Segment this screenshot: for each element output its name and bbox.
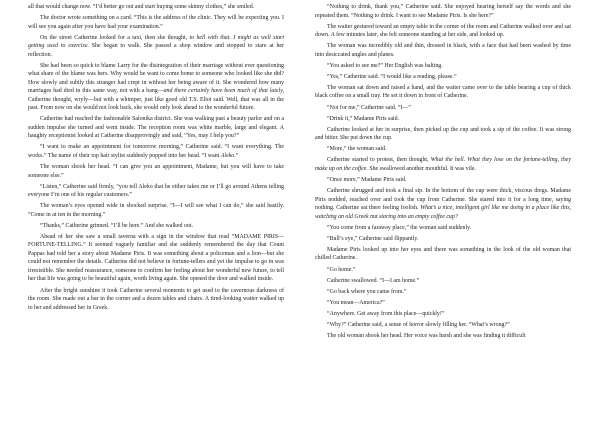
paragraph-text: “Go back where you came from.”: [327, 288, 407, 295]
italic-text: to hell with that. I might as well start getting used to exercise.: [28, 34, 284, 50]
paragraph-text: “More,” the woman said.: [327, 146, 387, 153]
right-text-column: [315, 3, 571, 343]
paragraph: [28, 34, 284, 60]
paragraph-text: She swallowed another mouthful. It was vile.: [367, 165, 476, 172]
paragraph-text: “I want to make an appointment for tomorrow morning,” Catherine said. “I want everything. The works.” The name of their top hair stylist suddenly popped into her head. “I want: [28, 144, 284, 159]
paragraph: [315, 288, 571, 297]
paragraph-text: The doctor wrote something on a card. “This is the address of the clinic. They will be expecting you. I will see you again after you have had your examination.”: [28, 15, 284, 30]
paragraph-text: “Not for me,” Catherine said. “I—”: [327, 104, 411, 111]
paragraph: [315, 299, 571, 308]
paragraph: [315, 3, 571, 20]
paragraph: [28, 287, 284, 313]
paragraph: [315, 126, 571, 143]
paragraph: [28, 14, 284, 31]
paragraph-text: “You come from a faraway place,” the woman said suddenly.: [327, 224, 472, 231]
paragraph-text: “Go home.”: [327, 266, 356, 273]
paragraph-text: “Why?” Catherine said, a sense of horror slowly filling her. “What’s wrong?”: [327, 321, 510, 328]
paragraph-text: Catherine shrugged and took a final sip. In the bottom of the cup were thick, viscous dregs. Madame Piris nodded, reached over and took the cup from Catherine. She stared into it for a long time, saying nothing. Catherine sat there feeling foolish.: [315, 188, 571, 212]
paragraph: [315, 62, 571, 71]
paragraph: [28, 115, 284, 141]
paragraph: [315, 42, 571, 59]
italic-text: and there certainly have been much of that lately,: [163, 88, 284, 95]
paragraph-text: The waiter gestured toward an empty table in the corner of the room and Catherine walked over and sat down. A few minutes later, she felt someone standing at her side, and looked up.: [315, 23, 571, 39]
left-text-column: [28, 3, 284, 315]
paragraph-text: all that would change now. “I’d better go out and start buying some skinny clothes,” she smiled.: [28, 4, 255, 10]
paragraph: [315, 176, 571, 185]
paragraph: [315, 246, 571, 263]
paragraph: [28, 183, 284, 200]
paragraph-text: “Listen,” Catherine said firmly, “you tell Aleko that he either takes me or I’ll go around Athens telling everyone I’m one of his regular customers.”: [28, 183, 284, 199]
italic-text: Aleko: [220, 152, 235, 159]
paragraph-text: The woman sat down and raised a hand, and the waiter came over to the table bearing a cup of thick black coffee on a small tray. He set it down in front of Catherine.: [315, 84, 571, 100]
paragraph: [28, 163, 284, 180]
paragraph: [315, 115, 571, 124]
paragraph: [315, 73, 571, 82]
paragraph-text: Catherine swallowed. “I—I am home.”: [327, 277, 420, 284]
paragraph: [315, 104, 571, 113]
paragraph-text: “Anywhere. Get away from this place—quickly!”: [327, 310, 445, 317]
paragraph-text: “You mean—America?”: [327, 299, 385, 306]
paragraph: [28, 143, 284, 160]
paragraph: [28, 62, 284, 113]
paragraph-text: “Bull’s eye,” Catherine said flippantly.: [327, 235, 419, 242]
paragraph: [315, 187, 571, 221]
paragraph-text: Ahead of her she saw a small taverna with a sign in the window that read “MADAME PIRIS—FORTUNE-TELLING.” It seemed vaguely familiar and she suddenly remembered the day that Count Pappas had told her a story about Madame Piris. It was something about a policeman and a lion—but she could not remember the details. Catherine did not believe in fortune-tellers and yet the impulse to go in was irresistible. She needed reassurance, someone to confirm her feeling about her wonderful new future, to tell her that life was going to be beautiful again, worth living again. She opened the door and walked inside.: [28, 233, 284, 283]
paragraph-text: “Drink it,” Madame Piris said.: [327, 115, 399, 122]
paragraph: [315, 332, 571, 341]
paragraph-text: The woman was incredibly old and thin, dressed in black, with a face that had been washed by time into desiccated angles and planes.: [315, 43, 571, 58]
paragraph-text: The woman’s eyes opened wide in shocked surprise. “I—I will see what I can do,” she said hastily. “Come in at ten in the morning.”: [28, 203, 284, 218]
paragraph: [315, 266, 571, 275]
paragraph-text: Catherine thought, wryly—but with a whimper, just like good old T.S. Eliot said. Well, that was all in the past. From now on she would not look back, she would only look ahead to the wonderful future.: [28, 96, 284, 112]
paragraph-text: The woman shook her head. “I can give you an appointment, Madame, but you will have to take someone else.”: [28, 164, 284, 179]
paragraph-text: Catherine had reached the fashionable Salonika district. She was walking past a beauty parlor and on a sudden impulse she turned and went inside. The reception room was white marble, large and elegant. A haughty receptionist looked at Catherine disapprovingly and said, “Yes, may I help you?”: [28, 116, 284, 140]
italic-text: What the hell. What they lose on the fortune-telling, they make up on the coffee.: [315, 157, 571, 172]
paragraph-text: She began to walk. She passed a shop window and stopped to stare at her reflection.: [28, 43, 284, 58]
paragraph-text: “Once more,” Madame Piris said.: [327, 177, 407, 184]
paragraph-text: The old woman shook her head. Her voice was harsh and she was finding it difficult: [327, 333, 526, 340]
paragraph: [315, 277, 571, 286]
paragraph: [28, 202, 284, 219]
paragraph: [315, 84, 571, 101]
paragraph-text: After the bright sunshine it took Catherine several moments to get used to the cavernous darkness of the room. She made out a bar in the corner and a dozen tables and chairs. A tired-looking waiter walked up to her and addressed her in Greek.: [28, 287, 284, 311]
paragraph-text: “Nothing to drink, thank you,” Catherine said. She enjoyed hearing herself say the words and she repeated them. “Nothing to drink. I want to see Madame Piris. Is she here?”: [315, 4, 571, 19]
paragraph: [315, 145, 571, 154]
italic-text: What’s a nice, intelligent girl like me doing in a place like this, watching an old Greek nut staring into an empty coffee cup?: [315, 205, 571, 220]
paragraph-text: “Thanks,” Catherine grinned. “I’ll be here.” And she walked out.: [40, 222, 193, 229]
paragraph: [28, 3, 284, 12]
paragraph: [315, 156, 571, 173]
paragraph: [315, 310, 571, 319]
paragraph-text: She had been so quick to blame Larry for the disintegration of their marriage without ever questioning what share of the blame was hers. Why would he want to come home to someone who looked like she did? How slowly and subtly this stranger had crept in without her being aware of it. She wondered how many marriages had died in this same way, not with a bang—: [28, 62, 284, 95]
paragraph: [28, 222, 284, 231]
paragraph: [315, 224, 571, 233]
paragraph: [315, 321, 571, 330]
paragraph: [315, 235, 571, 244]
paragraph-text: “You asked to see me?” Her English was halting.: [327, 62, 443, 69]
paragraph-text: On the street Catherine looked for a taxi, then she thought,: [40, 34, 190, 41]
paragraph-text: “Yes,” Catherine said. “I would like a reading, please.”: [327, 73, 457, 80]
paragraph-text: Catherine started to protest, then thought,: [327, 157, 431, 164]
paragraph-text: Madame Piris looked up into her eyes and there was something in the look of the old woman that chilled Catherine.: [315, 246, 571, 262]
paragraph-text: .”: [234, 152, 239, 159]
paragraph-text: Catherine looked at her in surprise, then picked up the cup and took a sip of the coffee. It was strong and bitter. She put down the cup.: [315, 126, 571, 142]
paragraph: [28, 233, 284, 284]
paragraph: [315, 23, 571, 40]
